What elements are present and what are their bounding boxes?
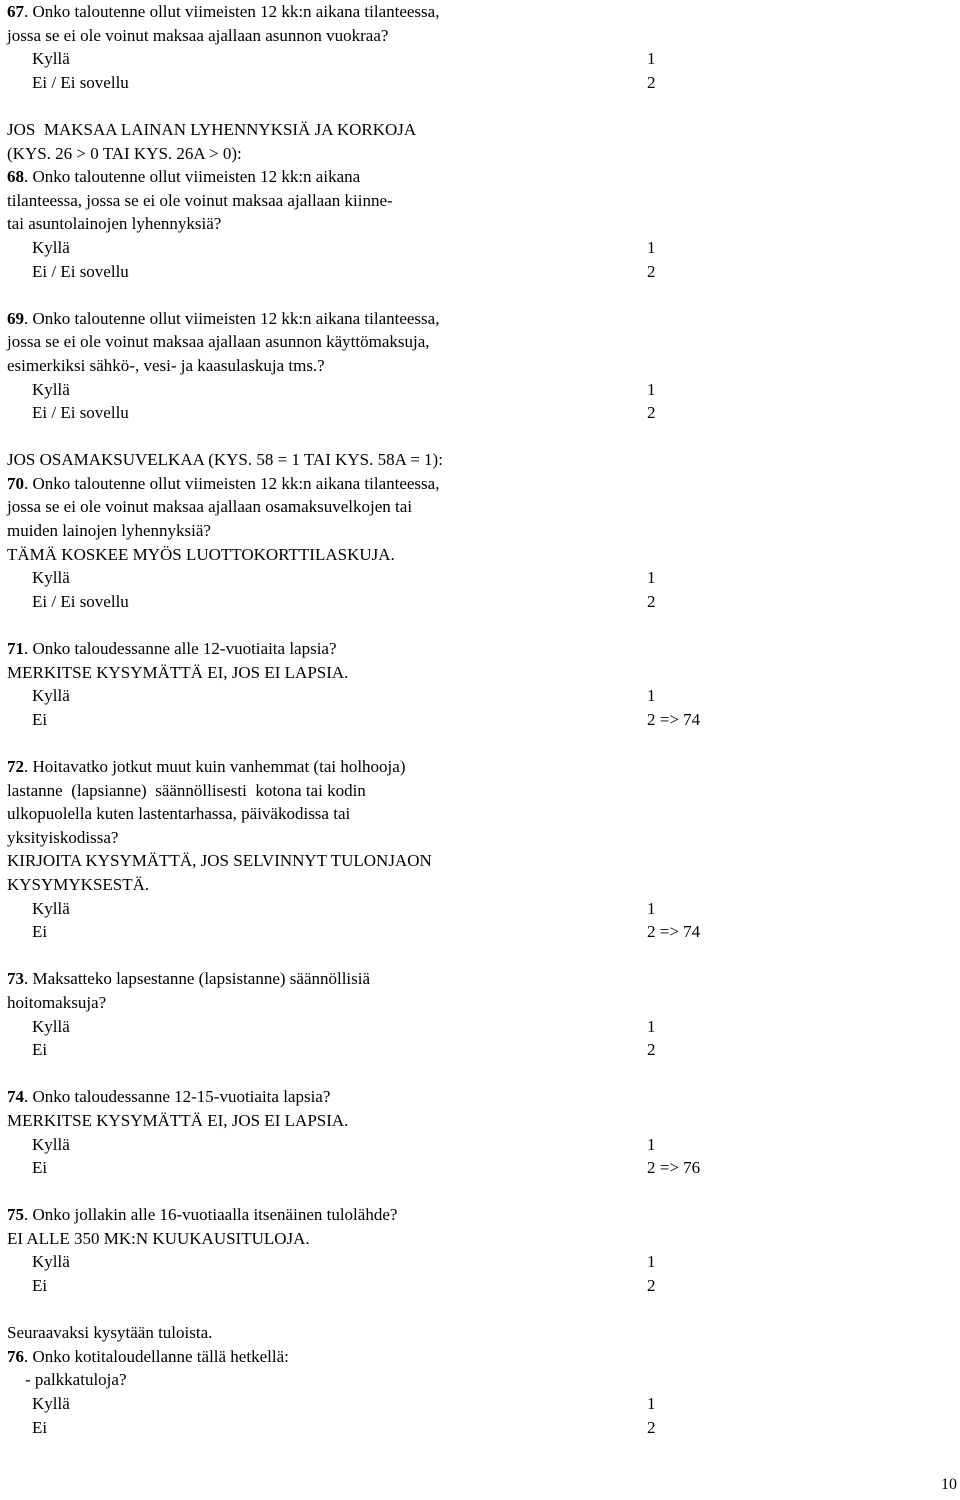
page-number: 10: [941, 1476, 957, 1493]
option-label: Ei / Ei sovellu: [32, 261, 129, 281]
question-line: lastanne (lapsianne) säännöllisesti kotona tai kodin: [7, 780, 366, 800]
option-label: Ei: [32, 709, 48, 729]
question-text-continued: [7, 849, 947, 873]
question-number: 70: [7, 473, 24, 493]
blank-line: [7, 1062, 947, 1086]
question-number: 68: [7, 167, 24, 187]
answer-option: [7, 684, 947, 708]
question-line: tai asuntolainojen lyhennyksiä?: [7, 214, 222, 234]
option-code: 1: [647, 49, 656, 69]
question-text-continued: [7, 873, 947, 897]
option-code: 1: [647, 686, 656, 706]
option-code: 2 => 76: [647, 1158, 701, 1178]
option-code: 2: [647, 261, 656, 281]
question-line: . Onko taloutenne ollut viimeisten 12 kk:n aikana tilanteessa,: [24, 473, 440, 493]
question-text-continued: [7, 495, 947, 519]
option-label: Kyllä: [32, 49, 70, 69]
answer-option: [7, 47, 947, 71]
blank-line: [7, 283, 947, 307]
answer-option: [7, 566, 947, 590]
question-line: muiden lainojen lyhennyksiä?: [7, 521, 211, 541]
option-label: Ei: [32, 922, 48, 942]
question-line: . Onko jollakin alle 16-vuotiaalla itsenäinen tulolähde?: [24, 1205, 398, 1225]
question-text: [7, 0, 947, 24]
option-code: 1: [647, 379, 656, 399]
question-text-continued: [7, 212, 947, 236]
question-line: MERKITSE KYSYMÄTTÄ EI, JOS EI LAPSIA.: [7, 1110, 349, 1130]
question-line: . Onko taloutenne ollut viimeisten 12 kk:n aikana tilanteessa,: [24, 2, 440, 21]
option-label: Kyllä: [32, 898, 70, 918]
answer-option: [7, 1038, 947, 1062]
question-text-continued: [7, 24, 947, 48]
sub-question: - palkkatuloja?: [25, 1370, 127, 1390]
question-line: MERKITSE KYSYMÄTTÄ EI, JOS EI LAPSIA.: [7, 662, 349, 682]
question-text-continued: [7, 543, 947, 567]
blank-line: [7, 94, 947, 118]
question-text: [7, 307, 947, 331]
question-text: [7, 967, 947, 991]
question-line: TÄMÄ KOSKEE MYÖS LUOTTOKORTTILASKUJA.: [7, 544, 395, 564]
question-line: ulkopuolella kuten lastentarhassa, päiväkodissa tai: [7, 804, 351, 824]
answer-option: [7, 1133, 947, 1157]
option-code: 2: [647, 1276, 656, 1296]
question-text: [7, 637, 947, 661]
question-number: 76: [7, 1346, 24, 1366]
answer-option: [7, 1274, 947, 1298]
question-text-continued: [7, 189, 947, 213]
blank-line: [7, 613, 947, 637]
answer-option: [7, 378, 947, 402]
question-line: jossa se ei ole voinut maksaa ajallaan asunnon vuokraa?: [7, 25, 389, 45]
answer-option: [7, 920, 947, 944]
question-line: . Onko taloutenne ollut viimeisten 12 kk:n aikana tilanteessa,: [24, 308, 440, 328]
question-text-continued: [7, 802, 947, 826]
option-code: 2: [647, 1040, 656, 1060]
option-code: 1: [647, 568, 656, 588]
question-number: 74: [7, 1087, 24, 1107]
option-label: Ei: [32, 1040, 48, 1060]
option-code: 2 => 74: [647, 709, 701, 729]
answer-option: [7, 1392, 947, 1416]
question-text: [7, 755, 947, 779]
option-label: Ei / Ei sovellu: [32, 403, 129, 423]
question-number: 72: [7, 757, 24, 776]
blank-line: [7, 425, 947, 449]
blank-line: [7, 1180, 947, 1204]
option-code: 2: [647, 1417, 656, 1437]
option-code: 1: [647, 898, 656, 918]
question-number: 67: [7, 2, 24, 21]
answer-option: [7, 897, 947, 921]
answer-option: [7, 708, 947, 732]
answer-option: [7, 1250, 947, 1274]
questionnaire-page: [7, 0, 947, 1439]
answer-option: [7, 401, 947, 425]
question-text-continued: [7, 779, 947, 803]
question-line: jossa se ei ole voinut maksaa ajallaan osamaksuvelkojen tai: [7, 497, 413, 517]
option-code: 1: [647, 1016, 656, 1036]
option-label: Kyllä: [32, 568, 70, 588]
question-line: . Onko taloutenne ollut viimeisten 12 kk:n aikana: [24, 167, 361, 187]
answer-option: [7, 1015, 947, 1039]
option-label: Ei: [32, 1158, 48, 1178]
question-text: [7, 1345, 947, 1369]
option-label: Ei / Ei sovellu: [32, 591, 129, 611]
question-text-continued: [7, 661, 947, 685]
option-code: 1: [647, 1394, 656, 1414]
option-label: Kyllä: [32, 1134, 70, 1154]
question-text: [7, 1203, 947, 1227]
question-line: esimerkiksi sähkö-, vesi- ja kaasulaskuja tms.?: [7, 355, 325, 375]
question-text-continued: [7, 991, 947, 1015]
option-label: Kyllä: [32, 237, 70, 257]
option-code: 2: [647, 72, 656, 92]
question-line: jossa se ei ole voinut maksaa ajallaan asunnon käyttömaksuja,: [7, 332, 430, 352]
question-line: . Onko taloudessanne alle 12-vuotiaita lapsia?: [24, 639, 337, 659]
question-text-continued: [7, 519, 947, 543]
blank-line: [7, 944, 947, 968]
question-line: . Maksatteko lapsestanne (lapsistanne) säännöllisiä: [24, 969, 371, 989]
answer-option: [7, 236, 947, 260]
option-label: Ei / Ei sovellu: [32, 72, 129, 92]
option-label: Kyllä: [32, 1016, 70, 1036]
question-line: KIRJOITA KYSYMÄTTÄ, JOS SELVINNYT TULONJAON: [7, 851, 432, 871]
question-text-continued: [7, 354, 947, 378]
option-label: Kyllä: [32, 379, 70, 399]
answer-option: [7, 590, 947, 614]
question-text: [7, 472, 947, 496]
question-text: [7, 1085, 947, 1109]
option-code: 2: [647, 591, 656, 611]
question-number: 75: [7, 1205, 24, 1225]
option-code: 1: [647, 1134, 656, 1154]
question-line: KYSYMYKSESTÄ.: [7, 874, 150, 894]
option-label: Kyllä: [32, 1252, 70, 1272]
question-text-continued: [7, 826, 947, 850]
question-text-continued: [7, 1109, 947, 1133]
question-line: yksityiskodissa?: [7, 827, 119, 847]
question-text-continued: [7, 330, 947, 354]
question-line: hoitomaksuja?: [7, 992, 107, 1012]
answer-option: [7, 1416, 947, 1440]
section-condition: JOS MAKSAA LAINAN LYHENNYKSIÄ JA KORKOJA: [7, 119, 417, 139]
blank-line: [7, 1298, 947, 1322]
answer-option: [7, 71, 947, 95]
question-number: 73: [7, 969, 24, 989]
option-label: Kyllä: [32, 1394, 70, 1414]
question-line: . Onko kotitaloudellanne tällä hetkellä:: [24, 1346, 289, 1366]
option-label: Kyllä: [32, 686, 70, 706]
option-code: 2: [647, 403, 656, 423]
option-code: 1: [647, 1252, 656, 1272]
option-label: Ei: [32, 1417, 48, 1437]
question-line: tilanteessa, jossa se ei ole voinut maksaa ajallaan kiinne-: [7, 190, 393, 210]
option-label: Ei: [32, 1276, 48, 1296]
question-line: . Onko taloudessanne 12-15-vuotiaita lapsia?: [24, 1087, 331, 1107]
section-condition: JOS OSAMAKSUVELKAA (KYS. 58 = 1 TAI KYS. 58A = 1):: [7, 450, 443, 470]
answer-option: [7, 1156, 947, 1180]
question-text: [7, 165, 947, 189]
option-code: 1: [647, 237, 656, 257]
question-number: 69: [7, 308, 24, 328]
answer-option: [7, 260, 947, 284]
option-code: 2 => 74: [647, 922, 701, 942]
section-condition: (KYS. 26 > 0 TAI KYS. 26A > 0):: [7, 143, 242, 163]
question-line: . Hoitavatko jotkut muut kuin vanhemmat (tai holhooja): [24, 757, 406, 776]
question-line: EI ALLE 350 MK:N KUUKAUSITULOJA.: [7, 1228, 310, 1248]
question-number: 71: [7, 639, 24, 659]
section-condition: Seuraavaksi kysytään tuloista.: [7, 1323, 213, 1343]
blank-line: [7, 731, 947, 755]
question-text-continued: [7, 1227, 947, 1251]
